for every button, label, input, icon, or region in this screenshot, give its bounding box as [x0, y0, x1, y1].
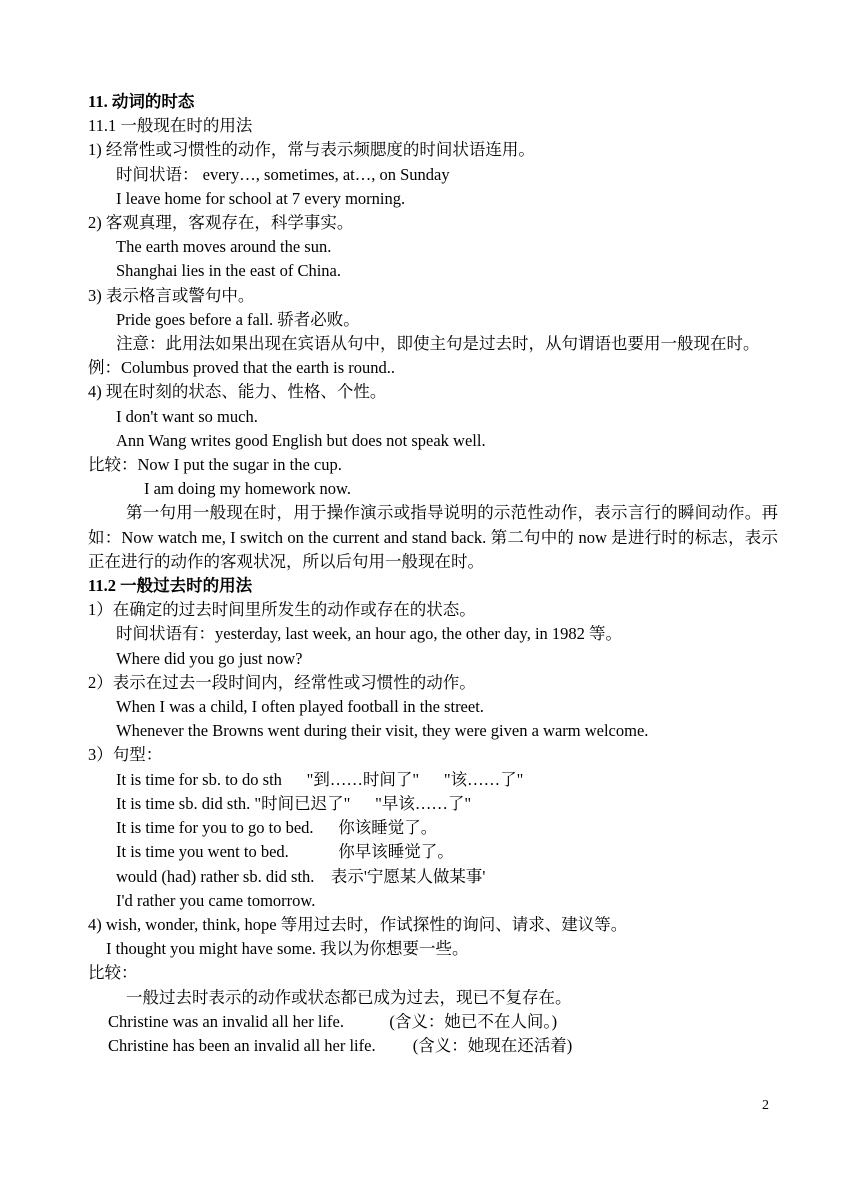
text-line: 时间状语： every…, sometimes, at…, on Sunday: [116, 164, 450, 184]
pattern-line: would (had) rather sb. did sth. 表示'宁愿某人做某事': [116, 866, 486, 886]
example-line: It is time you went to bed. 你早该睡觉了。: [116, 842, 454, 862]
text-line: 4) 现在时刻的状态、能力、性格、个性。: [88, 382, 387, 402]
example-line: Shanghai lies in the east of China.: [116, 261, 341, 281]
example-line: It is time for you to go to bed. 你该睡觉了。: [116, 818, 438, 838]
text-line: 2) 客观真理，客观存在，科学事实。: [88, 213, 354, 233]
text-line: 比较：Now I put the sugar in the cup.: [88, 455, 342, 475]
subheading-11-1: 11.1 一般现在时的用法: [88, 116, 253, 136]
page-content: [88, 90, 778, 1058]
text-line: 1）在确定的过去时间里所发生的动作或存在的状态。: [88, 600, 476, 620]
example-line: I am doing my homework now.: [144, 479, 351, 499]
example-line: Where did you go just now?: [116, 648, 303, 668]
example-line: I thought you might have some. 我以为你想要一些。: [106, 939, 469, 959]
text-line: 一般过去时表示的动作或状态都已成为过去，现已不复存在。: [126, 987, 572, 1007]
example-line: Christine was an invalid all her life. (含义：她已不在人间。): [108, 1011, 558, 1031]
text-line: 1) 经常性或习惯性的动作，常与表示频腮度的时间状语连用。: [88, 140, 535, 160]
example-line: I leave home for school at 7 every morning.: [116, 188, 406, 208]
text-line: 例：Columbus proved that the earth is round..: [88, 358, 396, 378]
example-line: The earth moves around the sun.: [116, 237, 332, 257]
text-line: 4) wish, wonder, think, hope 等用过去时，作试探性的询问、请求、建议等。: [88, 914, 628, 934]
example-line: Ann Wang writes good English but does not speak well.: [116, 430, 486, 450]
text-line: 3）句型：: [88, 745, 163, 765]
text-line: 时间状语有：yesterday, last week, an hour ago, the other day, in 1982 等。: [116, 624, 623, 644]
pattern-line: It is time sb. did sth. "时间已迟了" "早该……了": [116, 793, 472, 813]
example-line: Christine has been an invalid all her life. (含义：她现在还活着): [108, 1035, 573, 1055]
example-line: I'd rather you came tomorrow.: [116, 890, 316, 910]
example-line: I don't want so much.: [116, 406, 258, 426]
example-line: Whenever the Browns went during their visit, they were given a warm welcome.: [116, 721, 649, 741]
heading-11: 11. 动词的时态: [88, 92, 195, 111]
text-line: 3) 表示格言或警句中。: [88, 285, 255, 305]
example-line: Pride goes before a fall. 骄者必败。: [116, 309, 360, 329]
example-line: When I was a child, I often played football in the street.: [116, 697, 484, 717]
page-number: 2: [762, 1098, 769, 1113]
text-line: 2）表示在过去一段时间内，经常性或习惯性的动作。: [88, 672, 476, 692]
text-line: 比较：: [88, 963, 138, 983]
note-paragraph: 注意：此用法如果出现在宾语从句中，即使主句是过去时，从句谓语也要用一般现在时。: [116, 334, 760, 354]
explanation-paragraph: 第一句用一般现在时，用于操作演示或指导说明的示范性动作，表示言行的瞬间动作。再如：Now watch me, I switch on the current and stand back. 第二句中的 now 是进行时的标志，表示正在进行的动作的客观状况，所以后句用一般现在时。: [88, 503, 778, 571]
heading-11-2: 11.2 一般过去时的用法: [88, 576, 253, 596]
pattern-line: It is time for sb. to do sth "到……时间了" "该……了": [116, 769, 524, 789]
